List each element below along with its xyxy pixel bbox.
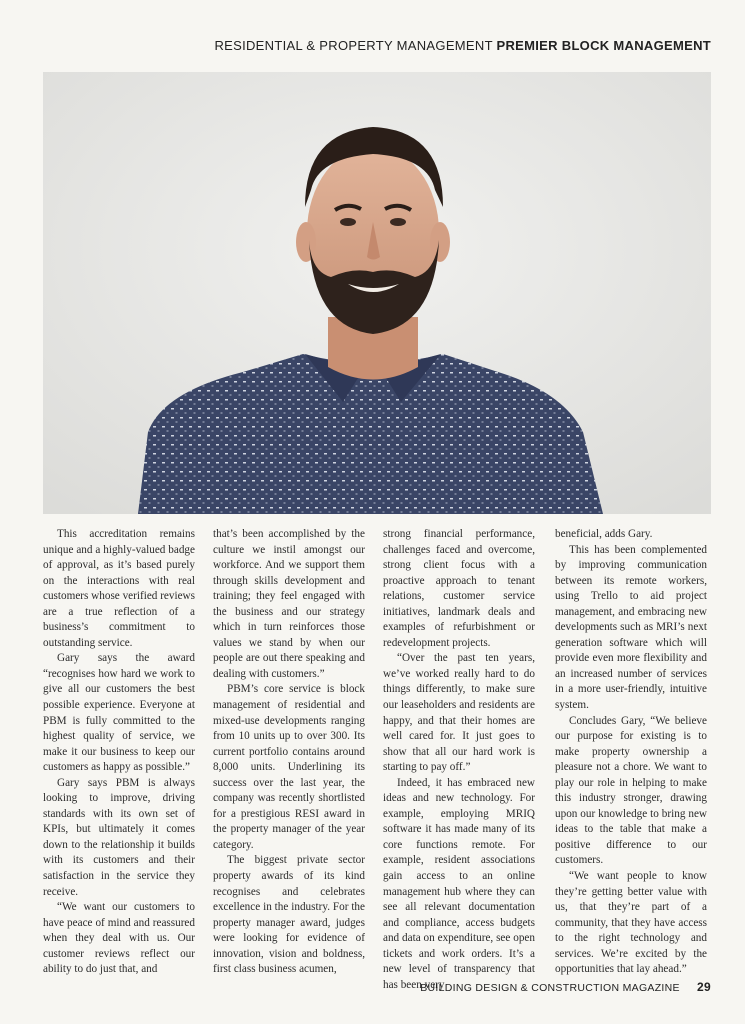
paragraph: Indeed, it has embraced new ideas and new technology. For example, employing MRIQ software it has made many of its core functions remote. For example, resident associations gain access to an online management hub where they can see all relevant documentation and compliance, access budgets and data on expenditure, see open tickets and work orders. It’s a new level of transparency that has been very: [383, 776, 535, 991]
footer-magazine: BUILDING DESIGN & CONSTRUCTION MAGAZINE: [420, 982, 680, 994]
article-column-2: [213, 527, 365, 978]
paragraph: PBM’s core service is block management of residential and mixed-use developments ranging from 10 units up to over 300. Its current portfolio contains around 8,000 units. Underlining its success over the last year, the company was recently shortlisted for a prestigious RESI award in the property manager of the year category.: [213, 683, 365, 851]
header-section: RESIDENTIAL & PROPERTY MANAGEMENT: [214, 38, 493, 53]
paragraph: This has been complemented by improving communication between its remote workers, using Trello to aid project management, and embracing new developments such as MRI’s next generation software which will provide even more flexibility and an increased number of services in a more user-friendly, intuitive system.: [555, 543, 707, 712]
paragraph: “We want people to know they’re getting better value with us, that they’re part of a community, that they have access to the right technology and services. We’re excited by the opportunities that lay ahead.”: [555, 870, 707, 976]
paragraph: Gary says the award “recognises how hard we work to give all our customers the best possible experience. Everyone at PBM is fully committed to the highest quality of service, we make it our business to keep our customers as happy as possible.”: [43, 652, 195, 774]
paragraph: Gary says PBM is always looking to improve, driving standards with its own set of KPIs, but ultimately it comes down to the relationship it builds with its customers and their satisfaction in the service they receive.: [43, 776, 195, 898]
article-column-3: [383, 527, 535, 993]
paragraph: This accreditation remains unique and a highly-valued badge of approval, as it’s based purely on the interactions with real customers whose verified reviews are a true reflection of a business’s commitment to outstanding service.: [43, 528, 195, 649]
paragraph: beneficial, adds Gary.: [555, 528, 653, 540]
header-company: PREMIER BLOCK MANAGEMENT: [496, 38, 711, 53]
paragraph: The biggest private sector property awards of its kind recognises and celebrates excellence in the industry. For the property manager award, judges were looking for evidence of innovation, vision and boldness, first class business acumen,: [213, 854, 365, 976]
portrait-photo: [43, 72, 711, 514]
article-column-1: [43, 527, 195, 978]
paragraph: “We want our customers to have peace of mind and reassured when they deal with us. Our customer reviews reflect our ability to do just that, and: [43, 901, 195, 976]
paragraph: that’s been accomplished by the culture we instil amongst our workforce. And we support them through skills development and training; they feel engaged with the business and our strategy which in turn reinforces those values we stand by when our people are out there speaking and dealing with customers.”: [213, 528, 365, 680]
article-column-4: [555, 527, 707, 978]
portrait-illustration: [43, 72, 711, 514]
running-footer: [420, 980, 711, 994]
paragraph: strong financial performance, challenges faced and overcome, strong client focus with a proactive approach to tenant relations, customer service initiatives, landmark deals and examples of refurbishment or redevelopment projects.: [383, 528, 535, 649]
paragraph: “Over the past ten years, we’ve worked really hard to do things differently, to make sure our leaseholders and residents are happy, and that their homes are well cared for. It just goes to show that all our hard work is starting to pay off.”: [383, 652, 535, 774]
paragraph: Concludes Gary, “We believe our purpose for existing is to make property ownership a pleasure not a chore. We want to play our role in helping to make this industry stronger, drawing upon our knowledge to bring new ideas to the table that make a positive difference to our customers.: [555, 714, 707, 867]
page-number: 29: [697, 980, 711, 994]
running-header: [214, 38, 711, 53]
